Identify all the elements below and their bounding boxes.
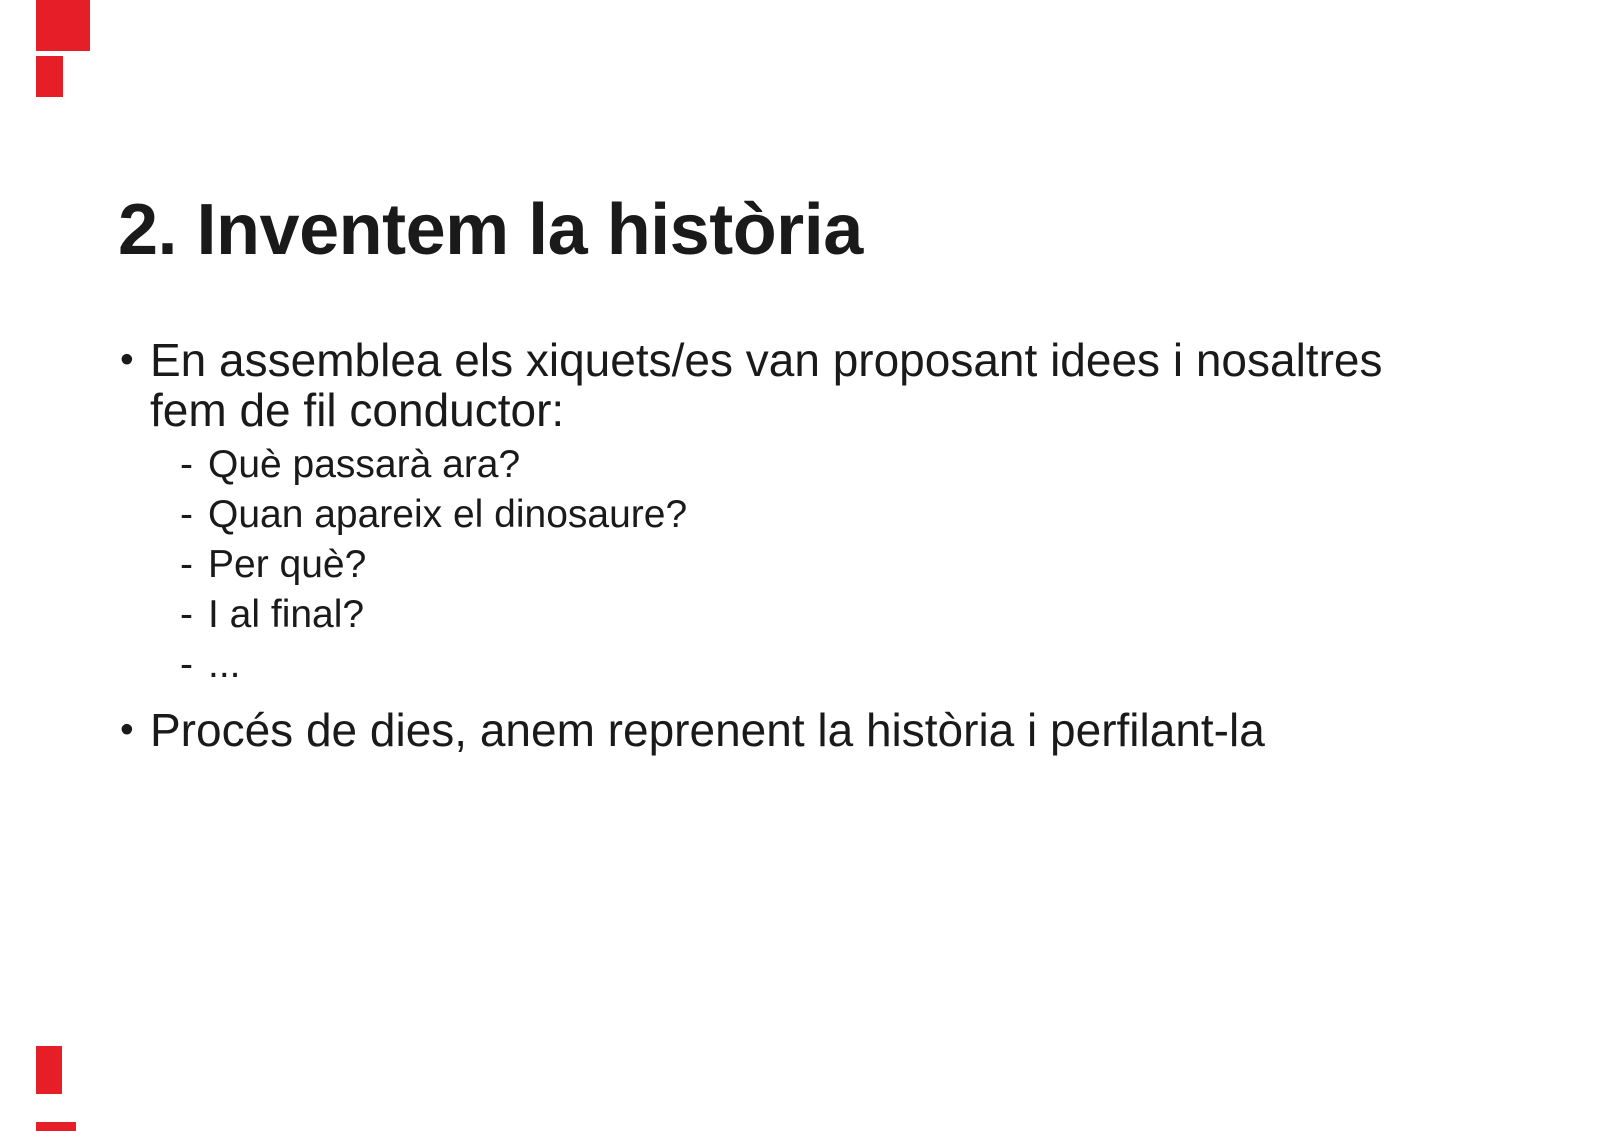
dash-icon: - [180,443,193,486]
sub-bullet-text: Quan apareix el dinosaure? [208,493,688,536]
bullet-item [120,705,1450,755]
sub-bullet-list [180,440,687,690]
slide-title: 2. Inventem la història [118,190,863,270]
bullet-text: En assemblea els xiquets/es van proposant idees i nosaltres fem de fil conductor: [150,334,1383,436]
scan-artifact-bottom-1 [36,1046,62,1094]
scan-artifact-top-2 [36,56,63,97]
scan-artifact-bottom-2 [36,1122,76,1131]
sub-bullet-item [180,640,687,690]
sub-bullet-text: Per què? [208,543,367,586]
sub-bullet-item [180,490,687,540]
sub-bullet-text: I al final? [208,593,365,636]
dash-icon: - [180,493,193,536]
bullet-icon: • [120,338,134,381]
sub-bullet-item [180,440,687,490]
sub-bullet-text: ... [208,643,241,686]
bullet-icon: • [120,708,134,751]
sub-bullet-text: Què passarà ara? [208,443,521,486]
scan-artifact-top-1 [36,0,90,51]
sub-bullet-item [180,540,687,590]
sub-bullet-item [180,590,687,640]
bullet-text: Procés de dies, anem reprenent la història i perfilant-la [150,704,1265,756]
dash-icon: - [180,543,193,586]
dash-icon: - [180,593,193,636]
dash-icon: - [180,643,193,686]
bullet-item [120,335,1450,435]
